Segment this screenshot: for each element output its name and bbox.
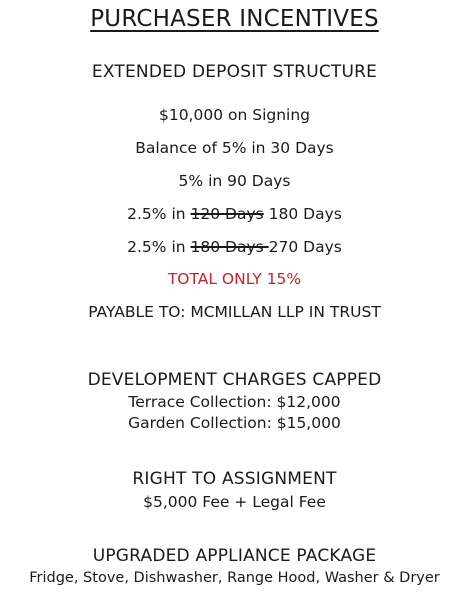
deposit-heading: EXTENDED DEPOSIT STRUCTURE — [91, 62, 378, 82]
appliances-heading: UPGRADED APPLIANCE PACKAGE — [92, 546, 377, 566]
deposit-line-270-current: 270 Days — [268, 238, 342, 256]
deposit-line-30-days: Balance of 5% in 30 Days — [135, 139, 334, 157]
deposit-line-180-struck: 120 Days — [190, 205, 264, 223]
deposit-line-270-prefix: 2.5% in — [127, 238, 191, 256]
deposit-line-180-current: 180 Days — [263, 205, 342, 223]
development-heading: DEVELOPMENT CHARGES CAPPED — [87, 370, 382, 390]
deposit-payable: PAYABLE TO: MCMILLAN LLP IN TRUST — [88, 303, 381, 321]
deposit-line-90-days: 5% in 90 Days — [178, 172, 291, 190]
deposit-line-180-prefix: 2.5% in — [127, 205, 191, 223]
deposit-line-270-days — [0, 238, 469, 256]
deposit-line-270-struck: 180 Days — [190, 238, 269, 256]
page-title — [0, 6, 469, 32]
development-terrace: Terrace Collection: $12,000 — [128, 393, 341, 411]
development-garden: Garden Collection: $15,000 — [128, 414, 341, 432]
assignment-fee: $5,000 Fee + Legal Fee — [143, 493, 326, 511]
page-title-text: PURCHASER INCENTIVES — [90, 6, 379, 32]
deposit-line-180-days — [0, 205, 469, 223]
appliances-list: Fridge, Stove, Dishwasher, Range Hood, Washer & Dryer — [29, 570, 440, 586]
assignment-heading: RIGHT TO ASSIGNMENT — [132, 469, 337, 489]
deposit-line-signing: $10,000 on Signing — [158, 106, 311, 124]
deposit-total: TOTAL ONLY 15% — [167, 270, 302, 288]
